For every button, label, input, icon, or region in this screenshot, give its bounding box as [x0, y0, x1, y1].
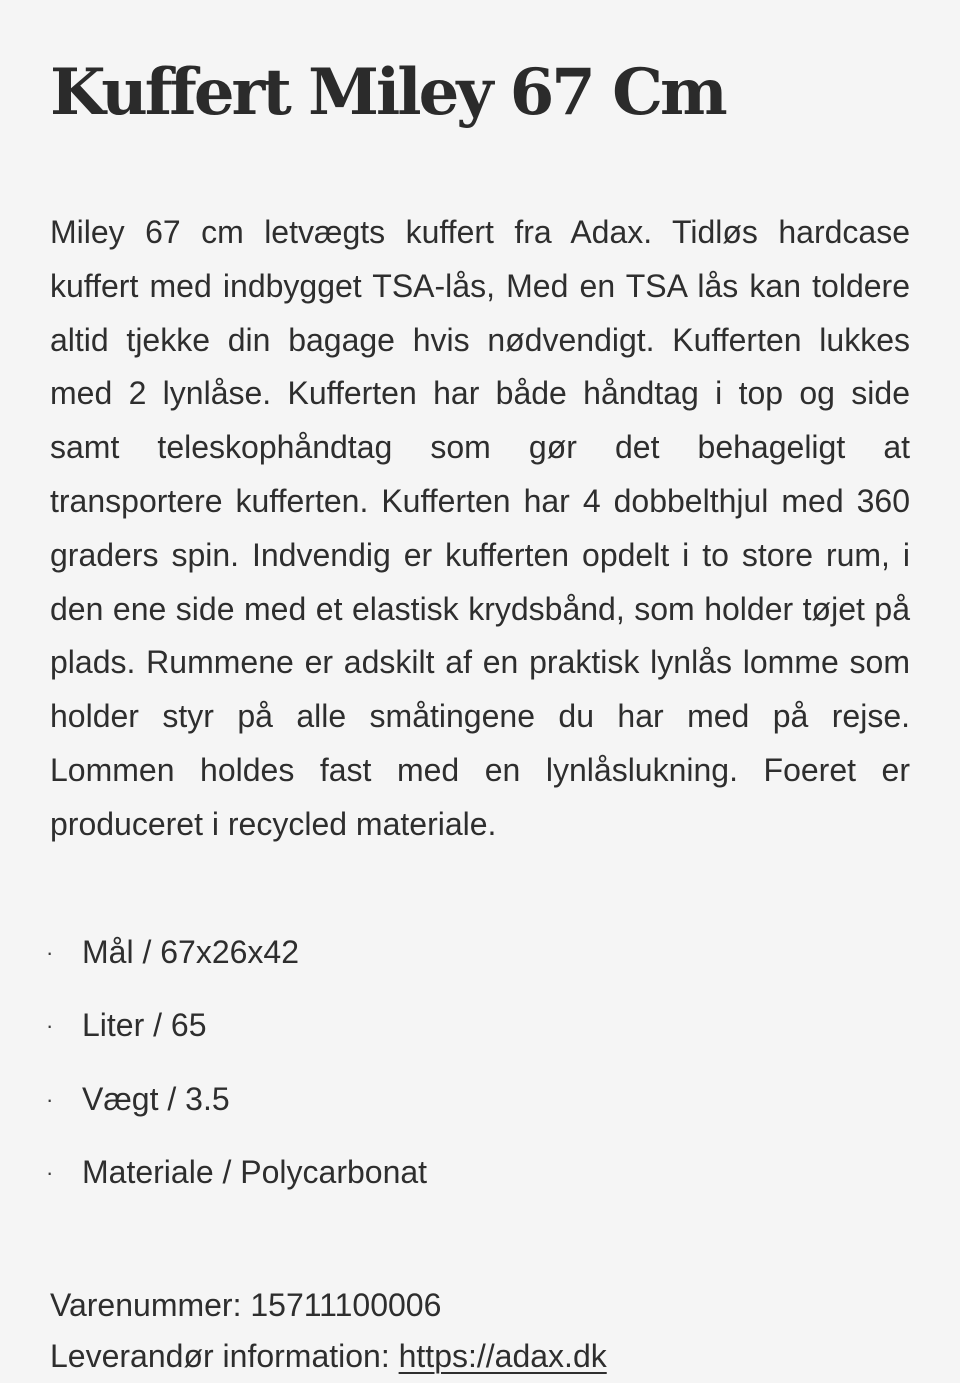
bullet-icon: · — [46, 1086, 54, 1112]
spec-text: Vægt / 3.5 — [82, 1080, 230, 1117]
product-meta — [50, 1280, 910, 1382]
spec-text: Materiale / Polycarbonat — [82, 1154, 428, 1191]
bullet-icon: · — [46, 1013, 54, 1039]
product-title: Kuffert Miley 67 Cm — [50, 55, 725, 130]
supplier-line — [50, 1331, 910, 1382]
item-number-label: Varenummer: — [50, 1286, 251, 1323]
supplier-label: Leverandør information: — [50, 1337, 399, 1374]
spec-item-material — [46, 1136, 910, 1210]
bullet-icon: · — [46, 1160, 54, 1186]
product-specs-list — [46, 916, 910, 1210]
product-description: Miley 67 cm letvægts kuffert fra Adax. Tidløs hardcase kuffert med indbygget TSA-lås, Med en TSA lås kan toldere altid tjekke din bagage hvis nødvendigt. Kufferten lukkes med 2 lynlåse. Kufferten har både håndtag i top og side samt teleskophåndtag som gør det behageligt at transportere kufferten. Kufferten har 4 dobbelthjul med 360 graders spin. Indvendig er kufferten opdelt i to store rum, i den ene side med et elastisk krydsbånd, som holder tøjet på plads. Rummene er adskilt af en praktisk lynlås lomme som holder styr på alle småtingene du har med på rejse. Lommen holdes fast med en lynlåslukning. Foeret er produceret i recycled materiale. — [50, 214, 910, 842]
spec-item-volume — [46, 989, 910, 1063]
item-number-line — [50, 1280, 910, 1331]
item-number-value: 15711100006 — [250, 1286, 442, 1323]
spec-item-weight — [46, 1063, 910, 1137]
spec-text: Mål / 67x26x42 — [82, 933, 300, 970]
bullet-icon: · — [46, 939, 54, 965]
spec-item-dimensions — [46, 916, 910, 990]
spec-text: Liter / 65 — [82, 1007, 207, 1044]
supplier-link[interactable]: https://adax.dk — [398, 1337, 607, 1374]
